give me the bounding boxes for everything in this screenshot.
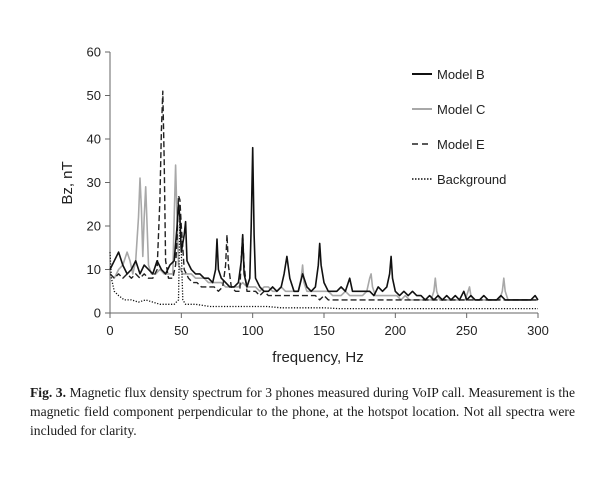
- x-tick-label: 250: [455, 323, 478, 338]
- x-tick-label: 300: [527, 323, 549, 338]
- legend-label: Model E: [437, 137, 485, 152]
- x-tick-label: 200: [384, 323, 407, 338]
- legend-label: Model B: [437, 67, 485, 82]
- caption-text: Magnetic flux density spectrum for 3 phones measured during VoIP call. Measurement is the magnetic field component perpendicular to the phone, at the hotspot location. Not all spectra were included for clarity.: [30, 385, 575, 438]
- y-tick-label: 50: [86, 88, 101, 103]
- y-tick-label: 40: [86, 131, 101, 147]
- x-tick-label: 50: [174, 323, 189, 338]
- y-tick-label: 0: [93, 305, 101, 321]
- caption-label: Fig. 3.: [30, 385, 66, 400]
- x-tick-label: 0: [106, 323, 114, 338]
- series-layer: [110, 91, 538, 308]
- legend-label: Background: [437, 172, 507, 187]
- legend-label: Model C: [437, 102, 486, 117]
- y-tick-label: 20: [86, 218, 101, 234]
- y-tick-label: 30: [86, 175, 101, 190]
- y-tick-label: 10: [86, 262, 101, 277]
- figure-caption: [30, 383, 575, 440]
- x-tick-label: 100: [241, 323, 264, 338]
- y-axis-label: Bz, nT: [59, 161, 76, 205]
- chart-legend: [412, 67, 506, 187]
- x-axis-label: frequency, Hz: [272, 349, 364, 366]
- x-tick-label: 150: [313, 323, 335, 338]
- chart-axes: [87, 45, 549, 339]
- y-tick-label: 60: [86, 44, 101, 60]
